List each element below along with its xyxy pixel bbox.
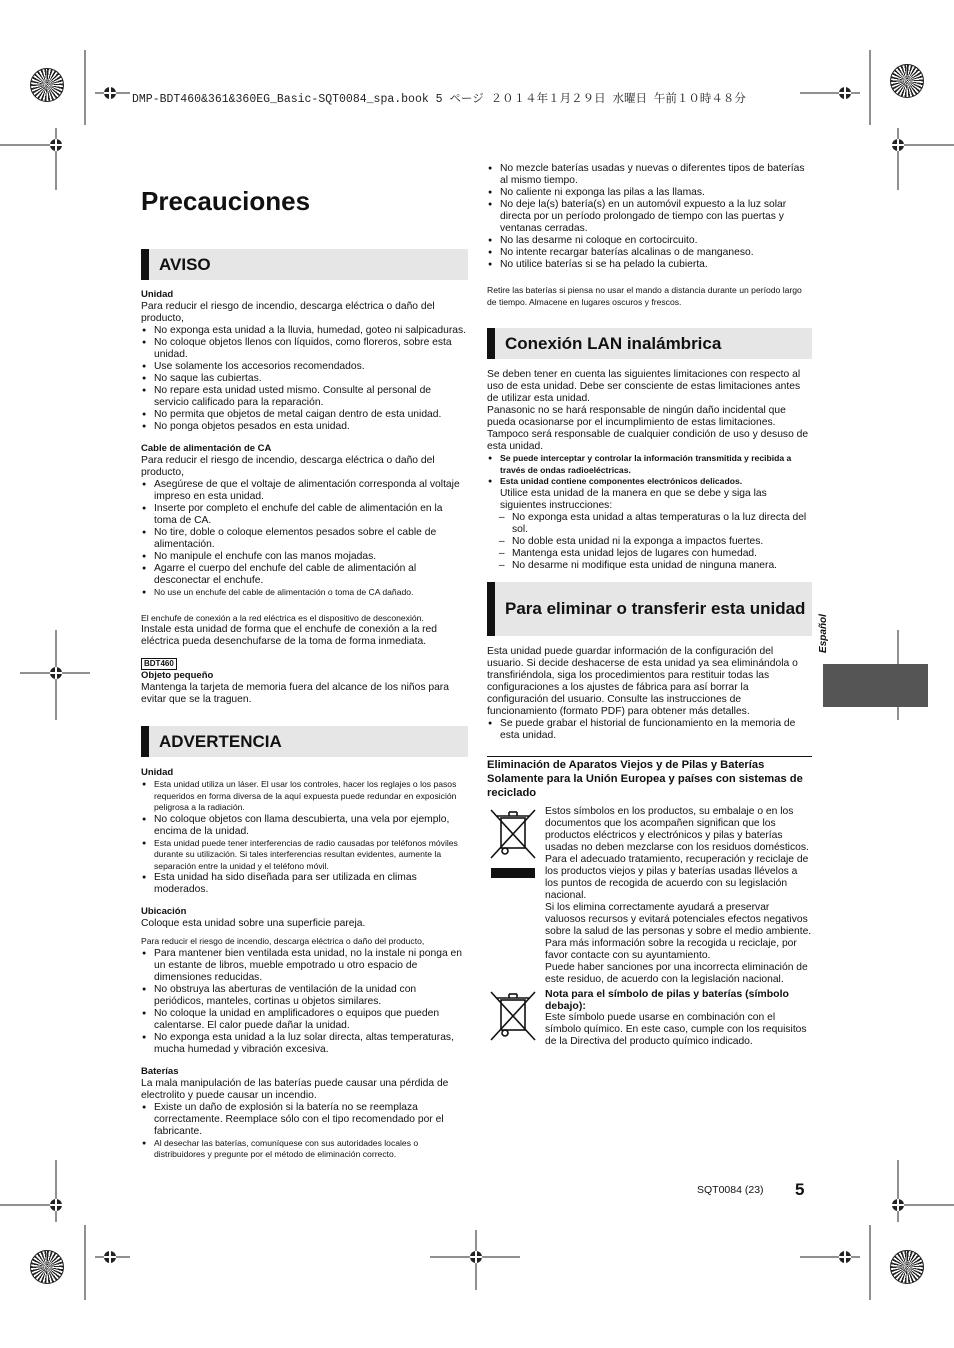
ubicacion-list [141, 948, 468, 1056]
weee-p2: Para el adecuado tratamiento, recuperación y reciclaje de los productos viejos y pilas y baterías usadas llévelos a los puntos de recogida de acuerdo con su legislación nacional. [545, 853, 809, 901]
aviso-unidad-label: Unidad [141, 289, 174, 300]
document-code: SQT0084 (23) [697, 1184, 764, 1196]
language-tab [823, 664, 928, 707]
ubicacion-label: Ubicación [141, 906, 187, 917]
weee-nota-row [487, 988, 812, 1048]
aviso-heading-band [141, 249, 468, 280]
crossed-bin-icon [487, 806, 539, 881]
list-item: ● Esta unidad utiliza un láser. El usar los controles, hacer los reglajes o los pasos requeridos en forma diversa de la aquí expuesta puede redundar en exposición peligrosa a la radiación. [141, 779, 468, 814]
nota-text: Este símbolo puede usarse en combinación con el símbolo químico. En este caso, cumple con los requisitos de la Directiva del producto químico indicado. [545, 1011, 807, 1047]
adv-unidad-list [141, 779, 468, 896]
weee-p4: Para más información sobre la recogida u reciclaje, por favor contacte con su ayuntamiento. [545, 937, 797, 961]
page-number: 5 [795, 1180, 805, 1199]
baterias-label: Baterías [141, 1065, 179, 1077]
list-item: ● No obstruya las aberturas de ventilación de la unidad con periódicos, manteles, cortinas u objetos similares. [141, 984, 468, 1008]
right-column [487, 163, 812, 1048]
list-item: ● No coloque objetos llenos con líquidos, como floreros, sobre esta unidad. [141, 337, 468, 361]
list-item: ● Asegúrese de que el voltaje de alimentación corresponda al voltaje impreso en esta unidad. [141, 479, 468, 503]
language-label: Español [817, 614, 829, 653]
list-item: ● No tire, doble o coloque elementos pesados sobre el cable de alimentación. [141, 527, 468, 551]
baterias-list [141, 1102, 468, 1161]
left-column [141, 249, 468, 1161]
list-item: ● No permita que objetos de metal caigan dentro de esta unidad. [141, 409, 468, 421]
list-item: ● No caliente ni exponga las pilas a las llamas. [487, 187, 812, 199]
list-item: ● No las desarme ni coloque en cortocircuito. [487, 235, 812, 247]
list-item: ● No exponga esta unidad a la lluvia, humedad, goteo ni salpicaduras. [141, 325, 468, 337]
list-item: ● No mezcle baterías usadas y nuevas o diferentes tipos de baterías al mismo tiempo. [487, 163, 812, 187]
model-badge: BDT460 [141, 658, 177, 670]
eliminar-heading: Para eliminar o transferir esta unidad [505, 599, 806, 618]
plug-note-small: El enchufe de conexión a la red eléctrica es el dispositivo de desconexión. [141, 612, 424, 623]
list-item: ● No coloque la unidad en amplificadores o equipos que pueden calentarse. El calor puede dañar la unidad. [141, 1008, 468, 1032]
weee-row [487, 806, 812, 986]
list-item: ● No use un enchufe del cable de alimentación o toma de CA dañado. [141, 587, 468, 599]
list-item: ● Agarre el cuerpo del enchufe del cable de alimentación al desconectar el enchufe. [141, 563, 468, 587]
crossed-bin-battery-icon [487, 988, 539, 1044]
aviso-unidad-intro: Para reducir el riesgo de incendio, descarga eléctrica o daño del producto, [141, 301, 435, 324]
weee-p3: Si los elimina correctamente ayudará a preservar valuosos recursos y evitará potenciales efectos negativos sobre la salud de las personas y sobre el medio ambiente. [545, 901, 812, 937]
list-item: ● Al desechar las baterías, comuníquese con sus autoridades locales o distribuidores y pregunte por el método de eliminación correcto. [141, 1138, 468, 1161]
list-item: ● Inserte por completo el enchufe del cable de alimentación en la toma de CA. [141, 503, 468, 527]
aviso-cable-list [141, 479, 468, 599]
objeto-text: Mantenga la tarjeta de memoria fuera del alcance de los niños para evitar que se la traguen. [141, 682, 449, 705]
adv-unidad-label: Unidad [141, 767, 174, 778]
ubicacion-intro: Para reducir el riesgo de incendio, descarga eléctrica o daño del producto, [141, 936, 425, 946]
list-item: ● Se puede grabar el historial de funcionamiento en la memoria de esta unidad. [487, 718, 812, 742]
aviso-unidad-list [141, 325, 468, 433]
weee-title: Eliminación de Aparatos Viejos y de Pilas y Baterías Solamente para la Unión Europea y países con sistemas de reciclado [487, 756, 812, 800]
language-side-label [818, 612, 838, 660]
list-item: – Mantenga esta unidad lejos de lugares con humedad. [499, 548, 812, 560]
weee-p5: Puede haber sanciones por una incorrecta eliminación de este residuo, de acuerdo con la legislación nacional. [545, 961, 808, 985]
list-item: ● Esta unidad ha sido diseñada para ser utilizada en climas moderados. [141, 872, 468, 896]
list-item: ● Use solamente los accesorios recomendados. [141, 361, 468, 373]
nota-title: Nota para el símbolo de pilas y baterías (símbolo debajo): [545, 987, 789, 1012]
list-item: ● Esta unidad puede tener interferencias de radio causadas por teléfonos móviles durante su utilización. Si tales interferencias resultan evidentes, aumente la separación entre la unidad y el teléfono móvil. [141, 838, 468, 873]
list-item: ● Esta unidad contiene componentes electrónicos delicados. [487, 476, 812, 488]
page-title: Precauciones [141, 186, 311, 216]
list-item: ● No deje la(s) batería(s) en un automóvil expuesto a la luz solar directa por un período prolongado de tiempo con las puertas y ventanas cerradas. [487, 199, 812, 235]
plug-note: Instale esta unidad de forma que el enchufe de conexión a la red eléctrica pueda desenchufarse de la toma de forma inmediata. [141, 624, 437, 647]
lan-heading-band [487, 328, 812, 359]
battery-list [487, 163, 812, 271]
list-item: ● No exponga esta unidad a la luz solar directa, altas temperaturas, mucha humedad y vibración excesiva. [141, 1032, 468, 1056]
eliminar-list [487, 718, 812, 742]
list-item: ● Existe un daño de explosión si la batería no se reemplaza correctamente. Reemplace sólo con el tipo recomendado por el fabricante. [141, 1102, 468, 1138]
list-item: ● Para mantener bien ventilada esta unidad, no la instale ni ponga en un estante de libros, mueble empotrado u otro espacio de dimensiones reducidas. [141, 948, 468, 984]
list-item: – No desarme ni modifique esta unidad de ninguna manera. [499, 560, 812, 572]
lan-bold-list [487, 453, 812, 488]
list-item: ● No repare esta unidad usted mismo. Consulte al personal de servicio calificado para la reparación. [141, 385, 468, 409]
list-item: ● No ponga objetos pesados en esta unidad. [141, 421, 468, 433]
list-item: – No doble esta unidad ni la exponga a impactos fuertes. [499, 536, 812, 548]
eliminar-heading-band [487, 582, 812, 636]
list-item: ● No manipule el enchufe con las manos mojadas. [141, 551, 468, 563]
lan-p1: Se deben tener en cuenta las siguientes limitaciones con respecto al uso de esta unidad. Debe ser consciente de estas limitaciones antes de utilizar esta unidad. [487, 369, 801, 404]
print-header: DMP-BDT460&361&360EG_Basic-SQT0084_spa.book 5 ページ ２０１４年１月２９日 水曜日 午前１０時４８分 [132, 93, 746, 106]
baterias-text: La mala manipulación de las baterías puede causar una pérdida de electrolito y puede causar un incendio. [141, 1077, 449, 1101]
battery-note: Retire las baterías si piensa no usar el mando a distancia durante un período largo de tiempo. Almacene en lugares oscuros y frescos. [487, 285, 802, 307]
list-item: ● No intente recargar baterías alcalinas o de manganeso. [487, 247, 812, 259]
ubicacion-text: Coloque esta unidad sobre una superficie pareja. [141, 918, 366, 929]
aviso-cable-intro: Para reducir el riesgo de incendio, descarga eléctrica o daño del producto, [141, 455, 435, 478]
eliminar-p1: Esta unidad puede guardar información de la configuración del usuario. Si decide deshacerse de esta unidad ya sea eliminándola o transfiriéndola, siga los procedimientos para restituir todas las configuraciones a los ajustes de fábrica para así borrar la configuración del usuario. Consulte las instrucciones de funcionamiento (formato PDF) para obtener más detalles. [487, 645, 798, 717]
list-item: ● No saque las cubiertas. [141, 373, 468, 385]
list-item: – No exponga esta unidad a altas temperaturas o la luz directa del sol. [499, 512, 812, 536]
lan-p2: Panasonic no se hará responsable de ningún daño incidental que pueda ocasionarse por el incumplimiento de estas limitaciones. Tampoco será responsable de cualquier condición de uso y desuso de esta unidad. [487, 405, 809, 452]
advertencia-heading-band [141, 726, 468, 757]
aviso-cable-label: Cable de alimentación de CA [141, 443, 272, 454]
list-item: ● No coloque objetos con llama descubierta, una vela por ejemplo, encima de la unidad. [141, 814, 468, 838]
list-item: ● No utilice baterías si se ha pelado la cubierta. [487, 259, 812, 271]
lan-after: Utilice esta unidad de la manera en que se debe y siga las siguientes instrucciones: [500, 487, 767, 511]
weee-p1: Estos símbolos en los productos, su embalaje o en los documentos que los acompañen significan que los productos eléctricos y electrónicos y pilas y baterías usadas no deben mezclarse con los residuos domésticos. [545, 805, 809, 853]
list-item: ● Se puede interceptar y controlar la información transmitida y recibida a través de ondas radioeléctricas. [487, 453, 812, 476]
advertencia-heading: ADVERTENCIA [159, 732, 282, 751]
lan-dash-list [487, 512, 812, 572]
objeto-label: Objeto pequeño [141, 670, 214, 681]
lan-heading: Conexión LAN inalámbrica [505, 334, 722, 353]
aviso-heading: AVISO [159, 255, 211, 274]
